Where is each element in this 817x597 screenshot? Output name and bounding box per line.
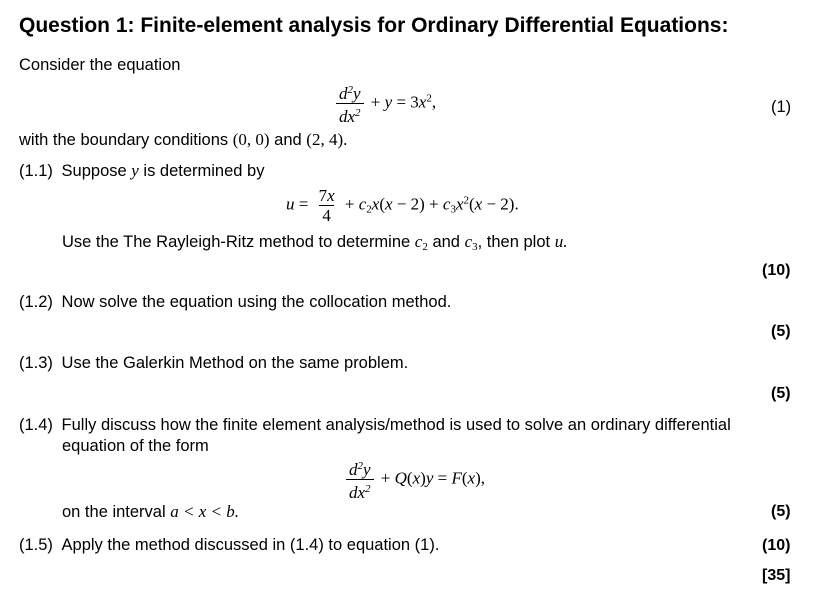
q14-line2: equation of the form (62, 437, 209, 455)
equation-1: $\frac{d^2y}{dx^2}$ + $y = 3x^2$, (333, 82, 436, 125)
q15-marks: (10) (762, 537, 791, 554)
q13-marks: (5) (771, 385, 791, 402)
q14-line1: (1.4) Fully discuss how the finite element analysis/method is used to solve an ordinary differential (19, 416, 731, 434)
q13: (1.3) Use the Galerkin Method on the same problem. (19, 354, 409, 372)
boundary-conditions: with the boundary conditions (0, 0) and (2, 4). (19, 130, 348, 149)
q15: (1.5) Apply the method discussed in (1.4) to equation (1). (19, 536, 440, 554)
q11-marks: (10) (762, 262, 791, 279)
q14-label: (1.4) (19, 416, 53, 434)
general-ode: $\frac{d^2y}{dx^2}$ + Q(x)y = F(x), (343, 458, 485, 501)
q13-label: (1.3) (19, 354, 53, 372)
equation-number: (1) (771, 98, 792, 116)
q12-label: (1.2) (19, 293, 53, 311)
trial-function: u = $\frac{7x}{4}$ + $c_2x(x - 2) + c_3x^2(x - 2)$. (286, 186, 519, 225)
q15-label: (1.5) (19, 536, 53, 554)
q11-label: (1.1) (19, 162, 53, 180)
q12: (1.2) Now solve the equation using the collocation method. (19, 293, 452, 311)
q12-marks: (5) (771, 323, 791, 340)
question-title: Question 1: Finite-element analysis for Ordinary Differential Equations: (19, 14, 729, 37)
q11-instruction: Use the The Rayleigh-Ritz method to determine $c_2$ and $c_3$, then plot u. (62, 232, 568, 253)
intro-text: Consider the equation (19, 56, 181, 74)
interval: on the interval a < x < b. (62, 502, 239, 521)
q14-marks: (5) (771, 503, 791, 520)
q11-intro: (1.1) Suppose y is determined by (19, 161, 265, 180)
total-marks: [35] (762, 567, 791, 584)
